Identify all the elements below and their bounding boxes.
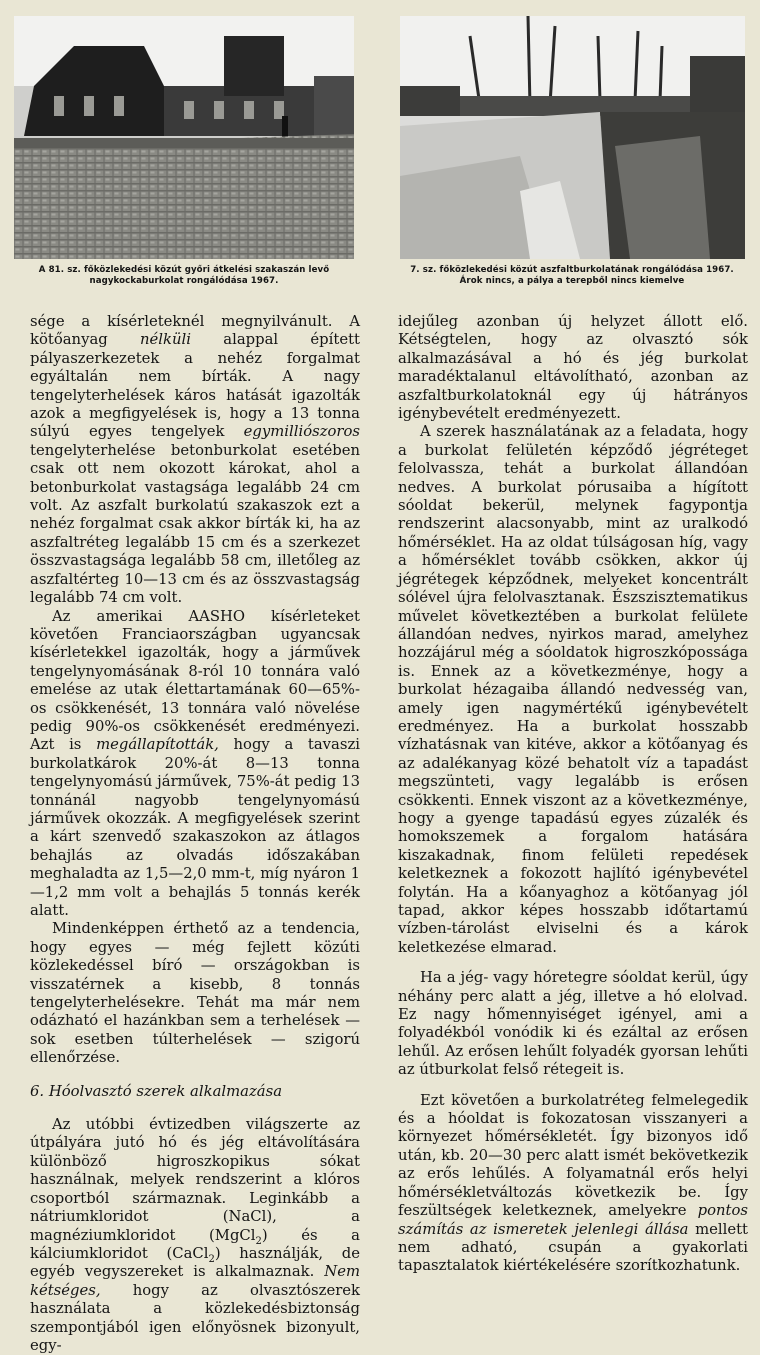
paragraph: Mindenképpen érthető az a tendencia, hogy egyes — még fejlett közúti közlekedéssel bíró — országokban is visszatérnek a kisebb, 8 tonnás tengelyterhelésekre. Tehát ma már nem odázható el hazánkban sem a terhelések — sok esetben túlterhelések — szigorú ellenőrzése.	[30, 920, 360, 1067]
left-column	[30, 313, 360, 1355]
caption-line: Árok nincs, a pálya a terepből nincs kiemelve	[459, 276, 685, 286]
paragraph: Az utóbbi évtizedben világszerte az útpályára jutó hó és jég eltávolítására különböző higroszkopikus sókat használnak, melyek rendszerint a klóros csoportból származnak. Leginkább a nátriumkloridot (NaCl), a magnéziumkloridot (MgCl$_2$) és a kálciumkloridot (CaCl$_2$) használják, de egyéb vegyszereket is alkalmaznak. Nem kétséges, hogy az olvasztószerek használata a közlekedésbiztonság szempontjából igen előnyösnek bizonyult, egy-	[30, 1116, 360, 1354]
paragraph: idejűleg azonban új helyzet állott elő. Kétségtelen, hogy az olvasztó sók alkalmazásával a hó és jég burkolat maradéktalanul eltávolítható, azonban az aszfaltburkolatoknál egy új hátrányos igénybevételt eredményezett.	[398, 313, 748, 423]
photo-cobblestone-street	[14, 16, 354, 259]
paragraph: A szerek használatának az a feladata, hogy a burkolat felületén képződő jégréteget felolvassza, tehát a burkolat állandóan nedves. A burkolat pórusaiba a hígított sóoldat bekerül, melynek fagypontja rendszerint alacsonyabb, mint az uralkodó hőmérséklet. Ha az oldat túlságosan híg, vagy a hőmérséklet tovább csökken, akkor új jégrétegek képződnek, melyeket koncentrált sólével újra felolvasztanak. Észszisztematikus művelet következtében a burkolat felülete állandóan nedves, nyirkos marad, amelyhez hozzájárul még a sóoldatok higroszkópossága is. Ennek az a következménye, hogy a burkolat hézagaiba állandó nedvesség van, amely igen nagymértékű igénybevételt eredményez. Ha a burkolat hosszabb vízhatásnak van kitéve, akkor a kötőanyag és az adalékanyag közé behatolt víz a tapadást megszünteti, vagy legalább is erősen csökkenti. Ennek viszont az a következménye, hogy a gyenge tapadású egyes zúzalék és homokszemek a forgalom hatására kiszakadnak, finom felületi repedések keletkeznek a fokozott hajlító igénybevétel folytán. Ha a kőanyaghoz a kötőanyag jól tapad, akkor képes hosszabb időtartamú vízben-tárolást elviselni és a károk keletkezése elmarad.	[398, 423, 748, 956]
right-column	[398, 313, 748, 1276]
photo-asphalt-road	[400, 16, 745, 259]
paragraph: sége a kísérleteknél megnyilvánult. A kötőanyag nélküli alappal épített pályaszerkezetek a nehéz forgalmat egyáltalán nem bírták. A nagy tengelyterhelések káros hatását igazolták azok a megfigyelések is, hogy a 13 tonna súlyú egyes tengelyek egymilliószoros tengelyterhelése betonburkolat esetében csak ott nem okozott károkat, ahol a betonburkolat vastagsága legalább 24 cm volt. Az aszfalt burkolatú szakaszok ezt a nehéz forgalmat csak akkor bírták ki, ha az aszfaltréteg legalább 15 cm és a szerkezet összvastagsága legalább 58 cm, illetőleg az aszfaltérteg 10—13 cm és az összvastagság legalább 74 cm volt.	[30, 313, 360, 607]
figure-caption-right	[392, 265, 752, 287]
paragraph: Ha a jég- vagy hóretegre sóoldat kerül, úgy néhány perc alatt a jég, illetve a hó elolvad. Ez nagy hőmennyiséget igényel, ami a folyadékból vonódik ki és ezáltal az erősen lehűl. Az erősen lehűlt folyadék gyorsan lehűti az útburkolat felső rétegeit is.	[398, 969, 748, 1079]
paragraph: Az amerikai AASHO kísérleteket követően Franciaországban ugyancsak kísérletekkel igazolták, hogy a járművek tengelynyomásának 8-ról 10 tonnára való emelése az utak élettartamának 60—65%-os csökkenését, 13 tonnára való növelése pedig 90%-os csökkenését eredményezi. Azt is megállapították, hogy a tavaszi burkolatkárok 20%-át 8—13 tonna tengelynyomású járművek, 75%-át pedig 13 tonnánál nagyobb tengelynyomású járművek okozzák. A megfigyelések szerint a kárt szenvedő szakaszokon az átlagos behajlás az olvadás időszakában meghaladta az 1,5—2,0 mm-t, míg nyáron 1—1,2 mm volt a behajlás 5 tonnás kerék alatt.	[30, 607, 360, 919]
caption-line: A 81. sz. főközlekedési közút győri átkelési szakaszán levő	[38, 265, 330, 275]
caption-line: 7. sz. főközlekedési közút aszfaltburkolatának rongálódása 1967.	[410, 265, 734, 275]
figure-caption-left	[14, 265, 354, 287]
section-heading: 6. Hóolvasztó szerek alkalmazása	[30, 1082, 283, 1100]
caption-line: nagykockaburkolat rongálódása 1967.	[89, 276, 279, 286]
paragraph: Ezt követően a burkolatréteg felmelegedik és a hóoldat is fokozatosan visszanyeri a környezet hőmérsékletét. Így bizonyos idő után, kb. 20—30 perc alatt ismét bekövetkezik az erős lehűlés. A folyamatnál erős helyi hőmérsékletváltozás következik be. Így feszültségek keletkeznek, amelyekre pontos számítás az ismeretek jelenlegi állása mellett nem adható, csupán a gyakorlati tapasztalatok kiértékelésére szorítkozhatunk.	[398, 1091, 748, 1275]
